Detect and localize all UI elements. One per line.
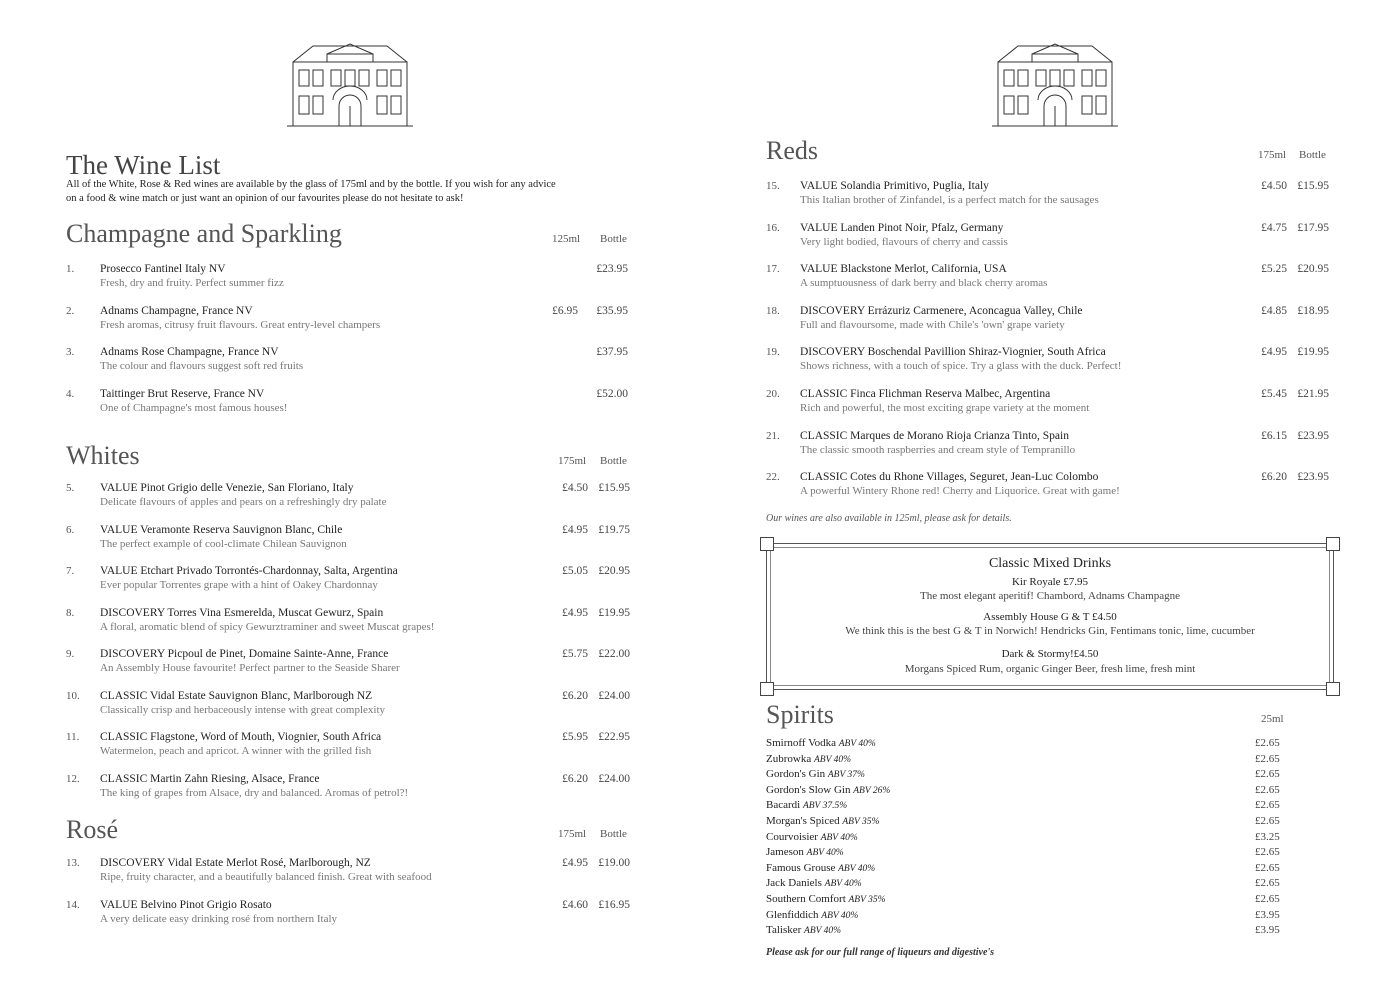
- wine-description: Shows richness, with a touch of spice. Try a glass with the duck. Perfect!: [800, 360, 1122, 373]
- spirit-name: [766, 877, 862, 889]
- bottle-price: £19.95: [598, 606, 630, 619]
- wine-name: DISCOVERY Vidal Estate Merlot Rosé, Marlborough, NZ: [100, 857, 371, 869]
- wine-description: Watermelon, peach and apricot. A winner with the grilled fish: [100, 745, 372, 757]
- bottle-price: £24.00: [598, 772, 630, 785]
- spirit-price: £2.65: [1255, 815, 1280, 827]
- box-corner: [760, 537, 774, 551]
- wine-description: The colour and flavours suggest soft red fruits: [100, 360, 304, 372]
- item-number: 13.: [66, 857, 80, 869]
- glass-price: £4.95: [1261, 346, 1287, 359]
- spirits-col-measure: 25ml: [1261, 713, 1284, 725]
- reds-note: Our wines are also available in 125ml, please ask for details.: [766, 513, 1012, 524]
- whites-heading: Whites: [66, 441, 140, 470]
- glass-price: £6.20: [562, 689, 588, 702]
- wine-name: Prosecco Fantinel Italy NV: [100, 263, 226, 275]
- reds-col-glass: 175ml: [1258, 149, 1287, 161]
- wine-name: VALUE Blackstone Merlot, California, USA: [800, 263, 1007, 276]
- item-number: 12.: [66, 772, 80, 785]
- mixed-drink-name: Kir Royale £7.95: [1011, 576, 1089, 588]
- bottle-price: £22.95: [598, 731, 630, 743]
- wine-name: DISCOVERY Boschendal Pavillion Shiraz-Viognier, South Africa: [800, 346, 1106, 359]
- glass-price: £5.95: [562, 731, 588, 743]
- reds-col-bottle: Bottle: [1299, 149, 1326, 161]
- wine-name: CLASSIC Finca Flichman Reserva Malbec, Argentina: [800, 388, 1051, 400]
- item-number: 4.: [66, 387, 75, 400]
- wine-description: Fresh, dry and fruity. Perfect summer fizz: [100, 277, 284, 289]
- spirit-label: Courvoisier: [766, 830, 818, 843]
- glass-price: £4.50: [562, 482, 588, 494]
- wine-name: VALUE Landen Pinot Noir, Pfalz, Germany: [800, 221, 1004, 234]
- wine-description: Ever popular Torrentes grape with a hint of Oakey Chardonnay: [100, 579, 378, 591]
- wine-name: Adnams Rose Champagne, France NV: [100, 346, 279, 358]
- glass-price: £4.75: [1261, 221, 1287, 234]
- wine-name: VALUE Veramonte Reserva Sauvignon Blanc, Chile: [100, 523, 343, 536]
- mixed-drink-desc: Morgans Spiced Rum, organic Ginger Beer, fresh lime, fresh mint: [904, 663, 1196, 675]
- item-number: 7.: [66, 565, 75, 577]
- reds-heading: Reds: [766, 136, 818, 165]
- item-number: 6.: [66, 523, 75, 536]
- spirit-abv: ABV 40%: [838, 863, 876, 874]
- wine-description: A sumptuousness of dark berry and black cherry aromas: [800, 277, 1048, 290]
- bottle-price: £21.95: [1297, 388, 1329, 400]
- whites-col-glass: 175ml: [558, 455, 587, 467]
- wine-description: The king of grapes from Alsace, dry and balanced. Aromas of petrol?!: [100, 786, 409, 799]
- spirit-label: Smirnoff Vodka: [766, 737, 836, 749]
- spirit-price: £2.65: [1255, 877, 1280, 890]
- glass-price: £6.20: [562, 772, 588, 785]
- spirit-abv: ABV 37.5%: [802, 801, 848, 812]
- glass-price: £6.95: [552, 304, 578, 317]
- spirit-label: Famous Grouse: [766, 861, 836, 874]
- item-number: 8.: [66, 606, 75, 619]
- glass-price: £5.45: [1261, 388, 1287, 400]
- right-page: [700, 0, 1399, 989]
- spirit-abv: ABV 40%: [806, 848, 844, 859]
- wine-description: Classically crisp and herbaceously intense with great complexity: [100, 703, 386, 716]
- mixed-drinks-title: Classic Mixed Drinks: [988, 556, 1112, 571]
- item-number: 20.: [766, 388, 780, 400]
- box-corner: [1326, 537, 1340, 551]
- wine-description: One of Champagne's most famous houses!: [100, 401, 288, 414]
- glass-price: £4.95: [562, 523, 588, 536]
- wine-name: CLASSIC Marques de Morano Rioja Crianza Tinto, Spain: [800, 429, 1069, 442]
- bottle-price: £19.95: [1297, 346, 1329, 359]
- spirits-heading: Spirits: [766, 700, 834, 729]
- item-number: 14.: [66, 899, 80, 911]
- wine-description: The classic smooth raspberries and cream style of Tempranillo: [800, 443, 1076, 456]
- spirit-label: Talisker: [766, 924, 802, 937]
- wine-description: Rich and powerful, the most exciting grape variety at the moment: [800, 402, 1090, 414]
- assembly-house-logo: [980, 40, 1130, 132]
- mixed-drink-name: Assembly House G & T £4.50: [983, 611, 1117, 623]
- spirit-name: [766, 909, 858, 921]
- spirit-label: Zubrowka: [766, 752, 812, 765]
- glass-price: £5.05: [562, 565, 588, 577]
- mixed-drink-desc: We think this is the best G & T in Norwich! Hendricks Gin, Fentimans tonic, lime, cucumber: [845, 625, 1255, 637]
- wine-name: DISCOVERY Errázuriz Carmenere, Aconcagua Valley, Chile: [800, 304, 1083, 317]
- wine-name: VALUE Solandia Primitivo, Puglia, Italy: [800, 180, 989, 192]
- spirit-label: Gordon's Gin: [766, 768, 826, 781]
- item-number: 9.: [66, 648, 75, 660]
- item-number: 15.: [766, 180, 780, 192]
- rose-col-bottle: Bottle: [600, 828, 627, 840]
- spirit-label: Jameson: [766, 846, 804, 859]
- spirit-abv: ABV 40%: [813, 754, 851, 765]
- item-number: 11.: [66, 731, 80, 743]
- spirit-name: [766, 831, 858, 843]
- bottle-price: £52.00: [596, 387, 628, 400]
- spirit-name: [766, 815, 879, 827]
- item-number: 16.: [766, 221, 780, 234]
- spirit-label: Gordon's Slow Gin: [766, 783, 851, 796]
- spirit-label: Morgan's Spiced: [766, 815, 840, 827]
- bottle-price: £15.95: [598, 482, 630, 494]
- wine-name: VALUE Etchart Privado Torrontés-Chardonnay, Salta, Argentina: [100, 565, 398, 577]
- wine-name: DISCOVERY Picpoul de Pinet, Domaine Sainte-Anne, France: [100, 648, 389, 660]
- spirit-price: £3.95: [1255, 908, 1280, 921]
- spirit-abv: ABV 35%: [842, 817, 880, 827]
- spirit-name: [766, 753, 851, 765]
- glass-price: £6.20: [1261, 471, 1287, 484]
- wine-description: A powerful Wintery Rhone red! Cherry and Liquorice. Great with game!: [800, 485, 1120, 498]
- spirit-name: [766, 768, 865, 780]
- spirits-note: Please ask for our full range of liqueurs and digestive's: [766, 947, 995, 958]
- item-number: 21.: [766, 429, 780, 442]
- item-number: 2.: [66, 304, 75, 317]
- assembly-house-logo: [275, 40, 425, 132]
- spirit-price: £2.65: [1255, 768, 1280, 781]
- wine-description: Full and flavoursome, made with Chile's 'own' grape variety: [800, 318, 1065, 331]
- bottle-price: £22.00: [598, 648, 630, 660]
- spirit-name: [766, 846, 844, 858]
- wine-name: CLASSIC Cotes du Rhone Villages, Seguret, Jean-Luc Colombo: [800, 471, 1099, 484]
- spirit-name: [766, 784, 890, 796]
- glass-price: £4.95: [562, 857, 588, 869]
- wine-name: Adnams Champagne, France NV: [100, 304, 253, 317]
- spirit-abv: ABV 40%: [821, 910, 859, 921]
- item-number: 1.: [66, 263, 75, 275]
- bottle-price: £23.95: [1297, 471, 1329, 484]
- spirit-abv: ABV 40%: [820, 832, 858, 843]
- box-corner: [760, 682, 774, 696]
- spirit-abv: ABV 40%: [824, 879, 862, 890]
- glass-price: £5.75: [562, 648, 588, 660]
- mixed-drink-name: Dark & Stormy!£4.50: [1001, 648, 1099, 660]
- rose-heading: Rosé: [66, 815, 118, 844]
- bottle-price: £16.95: [598, 899, 630, 911]
- bottle-price: £20.95: [1297, 263, 1329, 276]
- bottle-price: £23.95: [596, 263, 628, 275]
- champagne-heading: Champagne and Sparkling: [66, 219, 342, 248]
- bottle-price: £37.95: [596, 346, 628, 358]
- item-number: 3.: [66, 346, 75, 358]
- spirit-abv: ABV 26%: [853, 785, 891, 796]
- spirit-label: Jack Daniels: [766, 877, 822, 890]
- item-number: 17.: [766, 263, 780, 276]
- spirit-price: £3.95: [1255, 924, 1280, 937]
- bottle-price: £35.95: [596, 304, 628, 317]
- bottle-price: £19.75: [598, 523, 630, 536]
- bottle-price: £15.95: [1297, 180, 1329, 192]
- wine-name: CLASSIC Flagstone, Word of Mouth, Viognier, South Africa: [100, 731, 382, 743]
- item-number: 22.: [766, 471, 780, 484]
- wine-name: CLASSIC Vidal Estate Sauvignon Blanc, Marlborough NZ: [100, 689, 373, 702]
- champagne-col-bottle: Bottle: [600, 233, 627, 245]
- wine-name: Taittinger Brut Reserve, France NV: [100, 387, 265, 400]
- spirit-name: [766, 893, 886, 905]
- glass-price: £5.25: [1261, 263, 1287, 276]
- spirit-price: £2.65: [1255, 737, 1280, 749]
- wine-name: VALUE Pinot Grigio delle Venezie, San Floriano, Italy: [100, 482, 354, 494]
- wine-name: VALUE Belvino Pinot Grigio Rosato: [100, 899, 272, 911]
- spirit-abv: ABV 35%: [848, 895, 886, 905]
- mixed-drinks-box: [766, 543, 1334, 690]
- spirit-price: £2.65: [1255, 846, 1280, 859]
- bottle-price: £17.95: [1297, 221, 1329, 234]
- wine-description: Delicate flavours of apples and pears on a refreshingly dry palate: [100, 496, 387, 508]
- intro-line-1: All of the White, Rose & Red wines are available by the glass of 175ml and by the bottle. If you wish for any advice: [66, 179, 556, 190]
- spirit-price: £3.25: [1255, 830, 1280, 843]
- wine-description: An Assembly House favourite! Perfect partner to the Seaside Sharer: [100, 662, 400, 674]
- spirit-abv: ABV 37%: [827, 770, 865, 781]
- glass-price: £4.60: [562, 899, 588, 911]
- spirit-price: £2.65: [1255, 861, 1280, 874]
- wine-description: The perfect example of cool-climate Chilean Sauvignon: [100, 537, 347, 550]
- spirit-name: [766, 862, 875, 874]
- bottle-price: £20.95: [598, 565, 630, 577]
- item-number: 19.: [766, 346, 780, 359]
- spirit-label: Southern Comfort: [766, 893, 846, 905]
- rose-col-glass: 175ml: [558, 828, 587, 840]
- spirit-price: £2.65: [1255, 799, 1280, 812]
- bottle-price: £24.00: [598, 689, 630, 702]
- champagne-col-glass: 125ml: [552, 233, 581, 245]
- whites-col-bottle: Bottle: [600, 455, 627, 467]
- item-number: 18.: [766, 304, 780, 317]
- spirit-price: £2.65: [1255, 783, 1280, 796]
- spirit-name: [766, 924, 841, 936]
- item-number: 5.: [66, 482, 75, 494]
- box-corner: [1326, 682, 1340, 696]
- wine-description: A floral, aromatic blend of spicy Gewurztraminer and sweet Muscat grapes!: [100, 620, 435, 633]
- glass-price: £4.85: [1261, 304, 1287, 317]
- intro-line-2: on a food & wine match or just want an opinion of our favourites please do not hesitate to ask!: [66, 193, 464, 204]
- mixed-drink-desc: The most elegant aperitif! Chambord, Adnams Champagne: [920, 590, 1180, 602]
- bottle-price: £18.95: [1297, 304, 1329, 317]
- page-title: The Wine List: [66, 150, 221, 180]
- wine-description: A very delicate easy drinking rosé from northern Italy: [100, 913, 338, 925]
- spirit-name: [766, 799, 847, 811]
- glass-price: £4.95: [562, 606, 588, 619]
- item-number: 10.: [66, 689, 80, 702]
- glass-price: £4.50: [1261, 180, 1287, 192]
- bottle-price: £19.00: [598, 857, 630, 869]
- wine-description: Fresh aromas, citrusy fruit flavours. Great entry-level champers: [100, 318, 381, 331]
- spirit-label: Bacardi: [766, 799, 801, 812]
- wine-name: CLASSIC Martin Zahn Riesing, Alsace, France: [100, 772, 320, 785]
- wine-description: Very light bodied, flavours of cherry and cassis: [800, 235, 1008, 248]
- spirit-name: [766, 737, 876, 749]
- wine-description: This Italian brother of Zinfandel, is a perfect match for the sausages: [800, 194, 1099, 206]
- spirit-label: Glenfiddich: [766, 908, 819, 921]
- glass-price: £6.15: [1261, 429, 1287, 442]
- wine-name: DISCOVERY Torres Vina Esmerelda, Muscat Gewurz, Spain: [100, 606, 384, 619]
- wine-description: Ripe, fruity character, and a beautifully balanced finish. Great with seafood: [100, 871, 432, 883]
- bottle-price: £23.95: [1297, 429, 1329, 442]
- spirit-price: £2.65: [1255, 893, 1280, 905]
- spirit-abv: ABV 40%: [838, 739, 876, 749]
- spirit-abv: ABV 40%: [804, 926, 842, 937]
- spirit-price: £2.65: [1255, 752, 1280, 765]
